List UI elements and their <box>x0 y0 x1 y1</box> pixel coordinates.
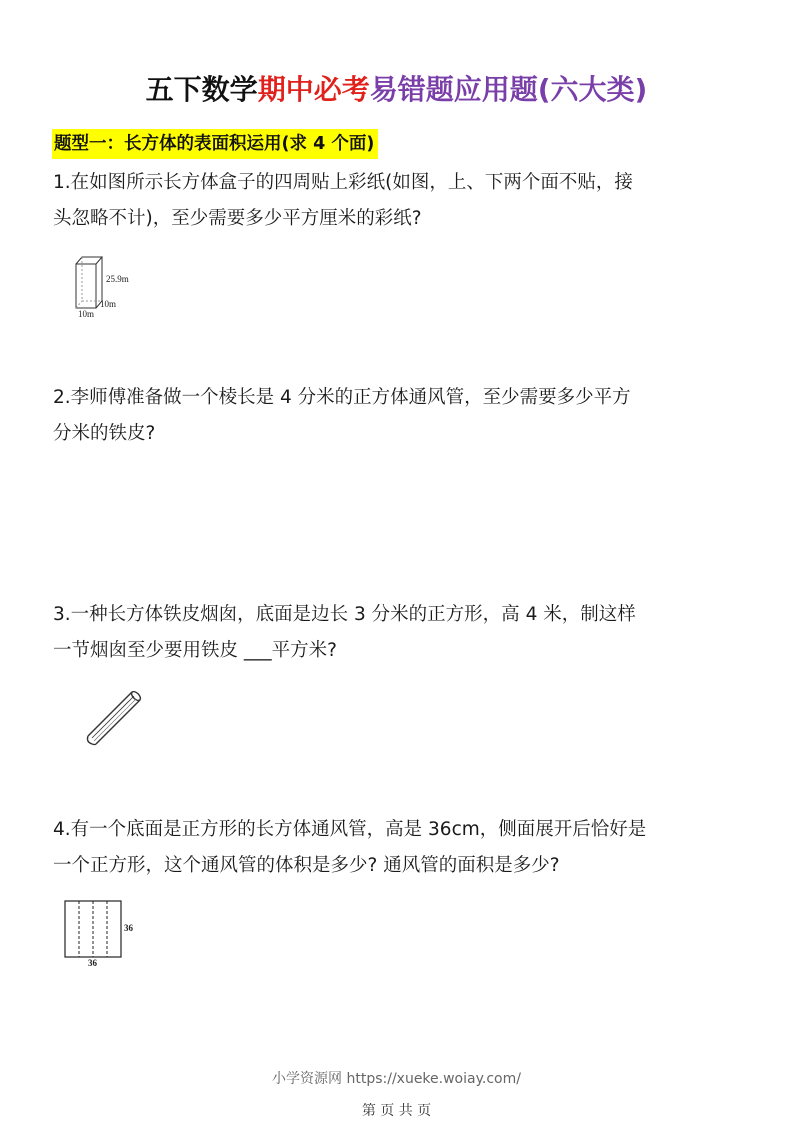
question-4-figure <box>62 898 142 970</box>
unfolded-side-surface-icon <box>62 898 142 970</box>
page-title <box>0 70 793 110</box>
chimney-tube-icon <box>82 686 146 750</box>
question-2-line-2: 分米的铁皮? <box>53 423 156 444</box>
question-4 <box>53 812 743 884</box>
footer-page-number: 第 页 共 页 <box>361 1103 432 1119</box>
question-1 <box>53 165 743 237</box>
figure-4-side-label: 36 <box>124 923 133 933</box>
section-heading: 题型一：长方体的表面积运用(求 4 个面) <box>52 129 378 159</box>
figure-1-length-label: 10m <box>78 309 95 319</box>
question-4-line-2: 一个正方形，这个通风管的体积是多少? 通风管的面积是多少? <box>53 855 560 876</box>
question-2 <box>53 380 743 452</box>
question-1-figure <box>72 252 152 322</box>
question-3-line-1: 3.一种长方体铁皮烟囱，底面是边长 3 分米的正方形，高 4 米，制这样 <box>53 604 636 625</box>
question-3-line-2: 一节烟囱至少要用铁皮 ___平方米? <box>53 640 337 661</box>
title-part-grade: 五下数学 <box>145 73 258 106</box>
figure-1-width-label: 10m <box>100 299 117 309</box>
figure-4-bottom-label: 36 <box>88 958 97 968</box>
figure-1-height-label: 25.9m <box>106 274 129 284</box>
title-part-exam: 期中必考 <box>257 73 370 106</box>
question-3 <box>53 597 743 669</box>
title-part-topic: 易错题应用题(六大类) <box>369 73 648 106</box>
question-4-line-1: 4.有一个底面是正方形的长方体通风管，高是 36cm，侧面展开后恰好是 <box>53 819 647 840</box>
question-1-line-1: 1.在如图所示长方体盒子的四周贴上彩纸(如图，上、下两个面不贴，接 <box>53 172 633 193</box>
question-2-line-1: 2.李师傅准备做一个棱长是 4 分米的正方体通风管，至少需要多少平方 <box>53 387 631 408</box>
question-3-figure <box>82 686 146 750</box>
footer-source: 小学资源网 https://xueke.woiay.com/ <box>272 1071 521 1087</box>
question-1-line-2: 头忽略不计)，至少需要多少平方厘米的彩纸? <box>53 208 422 229</box>
